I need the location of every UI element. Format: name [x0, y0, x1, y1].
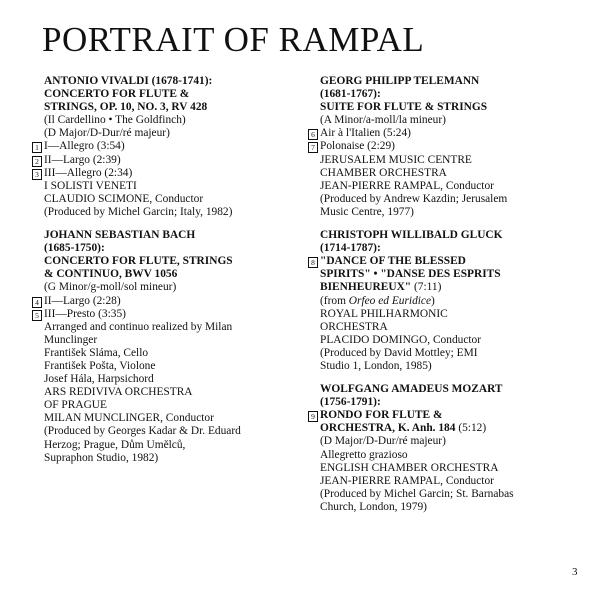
left-column [32, 75, 307, 475]
credit-line: CHAMBER ORCHESTRA [320, 166, 447, 179]
credit-line: (Produced by David Mottley; EMI [320, 346, 478, 359]
work-title: 9 RONDO FOR FLUTE & [308, 409, 578, 422]
work-title: STRINGS, OP. 10, NO. 3, RV 428 [44, 101, 208, 114]
track-item [32, 167, 307, 180]
vivaldi-section [32, 75, 307, 219]
credit-line: Music Centre, 1977) [320, 205, 414, 218]
track-number-box: 7 [308, 142, 318, 153]
track-title: I—Allegro (3:54) [44, 140, 125, 153]
credit-line: ROYAL PHILHARMONIC [320, 307, 448, 320]
track-title: II—Largo (2:28) [44, 294, 121, 307]
work-key: (A Minor/a-moll/la mineur) [320, 114, 446, 127]
credit-line: (Produced by Michel Garcin; Italy, 1982) [44, 205, 233, 218]
track-number-box: 3 [32, 169, 42, 180]
credit-line: JEAN-PIERRE RAMPAL, Conductor [320, 179, 494, 192]
composer-name: CHRISTOPH WILLIBALD GLUCK [320, 229, 503, 242]
composer-dates: (1756-1791): [320, 396, 381, 409]
credit-line: Studio 1, London, 1985) [320, 359, 432, 372]
credit-line: Arranged and continuo realized by Milan [44, 320, 233, 333]
credit-line: ENGLISH CHAMBER ORCHESTRA [320, 461, 499, 474]
page-title: PORTRAIT OF RAMPAL [42, 20, 425, 59]
work-title: SPIRITS" • "DANSE DES ESPRITS [320, 268, 501, 281]
work-key: (G Minor/g-moll/sol mineur) [44, 281, 177, 294]
composer-name: WOLFGANG AMADEUS MOZART [320, 383, 503, 396]
credit-line: Herzog; Prague, Dům Umělců, [44, 438, 186, 451]
composer-dates: (1685-1750): [44, 242, 105, 255]
work-title-with-duration [308, 422, 578, 435]
credit-line: Supraphon Studio, 1982) [44, 451, 159, 464]
credit-line: František Sláma, Cello [44, 346, 149, 359]
track-title: III—Presto (3:35) [44, 307, 126, 320]
work-title: 8 "DANCE OF THE BLESSED [308, 255, 578, 268]
work-title: SUITE FOR FLUTE & STRINGS [320, 101, 488, 114]
credit-line: JERUSALEM MUSIC CENTRE [320, 153, 472, 166]
work-key: (D Major/D-Dur/ré majeur) [320, 435, 446, 448]
credit-line: (Produced by Michel Garcin; St. Barnabas [320, 487, 514, 500]
track-item [308, 127, 578, 140]
track-duration: (7:11) [414, 281, 442, 294]
composer-name: JOHANN SEBASTIAN BACH [44, 229, 196, 242]
work-title: BIENHEUREUX" [320, 281, 412, 294]
work-source: (from Orfeo ed Euridice) [320, 294, 435, 307]
track-title: Air à l'Italien (5:24) [320, 127, 411, 140]
credit-line: I SOLISTI VENETI [44, 179, 137, 192]
track-title: II—Largo (2:39) [44, 153, 121, 166]
track-title: III—Allegro (2:34) [44, 166, 133, 179]
page-number: 3 [572, 566, 578, 578]
credit-line: JEAN-PIERRE RAMPAL, Conductor [320, 474, 494, 487]
credit-line: Munclinger [44, 333, 98, 346]
track-number-box: 6 [308, 129, 318, 140]
work-title: CONCERTO FOR FLUTE, STRINGS [44, 255, 233, 268]
credit-line: OF PRAGUE [44, 399, 107, 412]
gluck-section [308, 229, 578, 373]
composer-dates: (1714-1787): [320, 242, 381, 255]
track-item [32, 154, 307, 167]
bach-section [32, 229, 307, 465]
credit-line: ARS REDIVIVA ORCHESTRA [44, 386, 193, 399]
track-number-box: 5 [32, 310, 42, 321]
mozart-section [308, 383, 578, 514]
work-title: ORCHESTRA, K. Anh. 184 [320, 422, 456, 435]
credit-line: PLACIDO DOMINGO, Conductor [320, 333, 482, 346]
credit-line: (Produced by Andrew Kazdin; Jerusalem [320, 192, 508, 205]
composer-name: ANTONIO VIVALDI (1678-1741): [44, 75, 213, 87]
track-number-box: 8 [308, 257, 318, 268]
track-number-box: 4 [32, 297, 42, 308]
credit-line: (Produced by Georges Kadar & Dr. Eduard [44, 425, 241, 438]
work-subtitle: (Il Cardellino • The Goldfinch) [44, 114, 186, 127]
track-title: Polonaise (2:29) [320, 140, 395, 153]
work-title: & CONTINUO, BWV 1056 [44, 268, 178, 281]
credit-line: Allegretto grazioso [320, 448, 408, 461]
credit-line: MILAN MUNCLINGER, Conductor [44, 412, 214, 425]
credit-line: CLAUDIO SCIMONE, Conductor [44, 192, 204, 205]
composer-dates: (1681-1767): [320, 88, 381, 101]
track-item [32, 295, 307, 308]
track-duration: (5:12) [458, 422, 487, 435]
work-title: CONCERTO FOR FLUTE & [44, 88, 190, 101]
composer-name: GEORG PHILIPP TELEMANN [320, 75, 480, 87]
track-number-box: 2 [32, 156, 42, 167]
opera-title: Orfeo ed Euridice [348, 294, 432, 307]
track-item [32, 308, 307, 321]
credit-line: Josef Hála, Harpsichord [44, 373, 154, 386]
track-item [308, 140, 578, 153]
work-title-with-duration [308, 281, 578, 294]
telemann-section [308, 75, 578, 219]
track-item [32, 140, 307, 153]
track-number-box: 1 [32, 142, 42, 153]
right-column [308, 75, 578, 524]
credit-line: František Pošta, Violone [44, 359, 156, 372]
work-key: (D Major/D-Dur/ré majeur) [44, 127, 170, 140]
credit-line: Church, London, 1979) [320, 500, 427, 513]
track-number-box: 9 [308, 411, 318, 422]
credit-line: ORCHESTRA [320, 320, 388, 333]
